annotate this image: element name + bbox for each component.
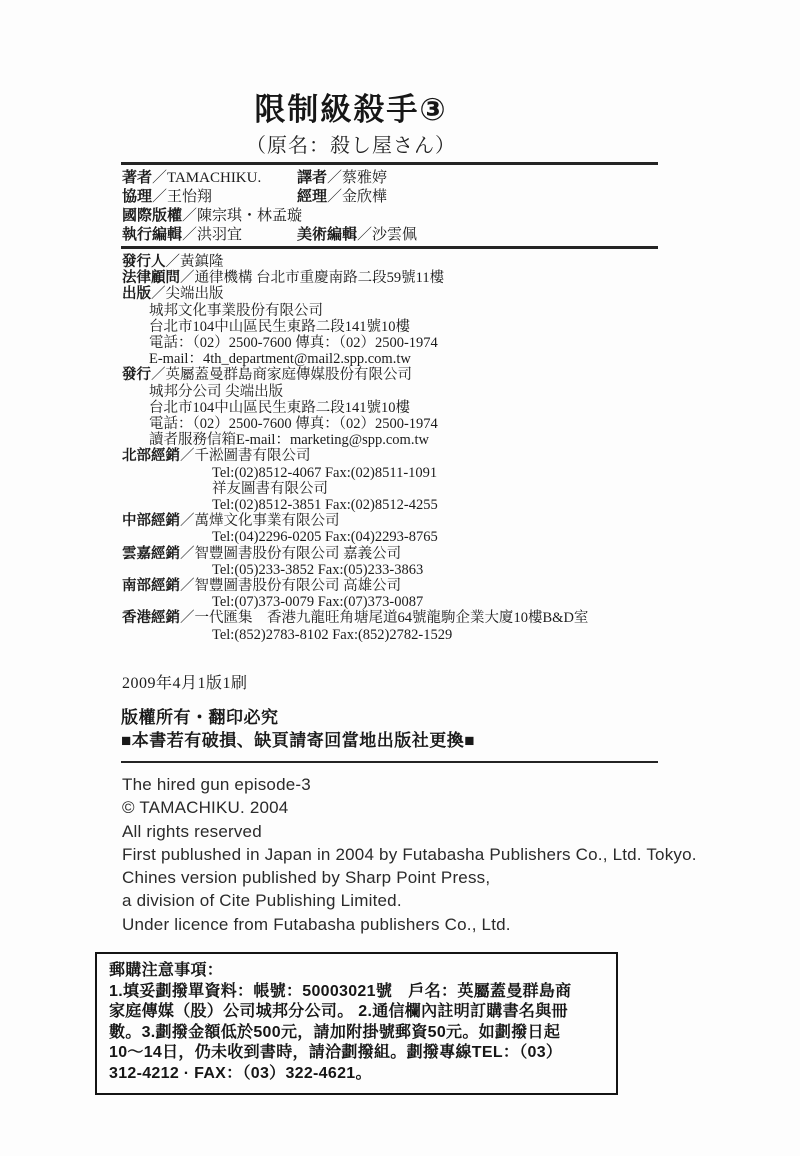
publishing-value: Tel:(07)373-0079 Fax:(07)373-0087 xyxy=(212,594,424,611)
publishing-value: Tel:(852)2783-8102 Fax:(852)2782-1529 xyxy=(212,626,453,643)
edition-line: 2009年4月1版1刷 xyxy=(122,675,248,692)
credit-right xyxy=(297,226,417,245)
publishing-label: 發行人 xyxy=(122,254,166,270)
publishing-label: 發行 xyxy=(122,367,151,384)
publishing-value: 台北市104中山區民生東路二段141號10樓 xyxy=(149,399,410,416)
credit-left xyxy=(122,170,261,186)
publishing-line xyxy=(122,286,588,302)
publishing-value: ／英屬蓋曼群島商家庭傳媒股份有限公司 xyxy=(151,367,412,384)
mail-order-line: 312-4212 · FAX：（03）322-4621。 xyxy=(109,1064,372,1082)
publishing-value: 電話：（02）2500-7600 傳真：（02）2500-1974 xyxy=(149,335,438,352)
publishing-label: 中部經銷 xyxy=(122,513,180,530)
credit-label: 協理 xyxy=(122,189,153,205)
english-line: First publushed in Japan in 2004 by Futabasha Publishers Co., Ltd. Tokyo. xyxy=(122,844,697,864)
publishing-value: Tel:(05)233-3852 Fax:(05)233-3863 xyxy=(212,561,424,578)
publishing-line xyxy=(122,610,588,626)
publishing-line xyxy=(122,335,588,351)
publishing-value: Tel:(02)8512-3851 Fax:(02)8512-4255 xyxy=(212,497,438,514)
publishing-value: Tel:(02)8512-4067 Fax:(02)8511-1091 xyxy=(212,464,438,481)
credit-value: ／沙雲佩 xyxy=(357,227,418,243)
credit-value: ／洪羽宜 xyxy=(182,227,243,243)
publishing-line xyxy=(122,254,588,270)
publishing-line xyxy=(122,319,588,335)
credit-label: 經理 xyxy=(297,189,328,205)
publishing-value: ／萬燁文化事業有限公司 xyxy=(180,513,340,530)
english-line: Chines version published by Sharp Point Press, xyxy=(122,868,491,888)
publishing-line xyxy=(122,303,588,319)
english-copyright-section xyxy=(122,773,697,936)
copyright-notice: 版權所有・翻印必究 xyxy=(121,708,279,727)
publishing-value: ／智豐圖書股份有限公司 嘉義公司 xyxy=(180,545,402,562)
publishing-value: 台北市104中山區民生東路二段141號10樓 xyxy=(149,318,410,335)
mail-order-line: 數。3.劃撥金額低於500元，請加附掛號郵資50元。如劃撥日起 xyxy=(109,1023,561,1041)
credit-value: ／金欣樺 xyxy=(327,189,388,205)
damage-notice: ■本書若有破損、缺頁請寄回當地出版社更換■ xyxy=(121,731,476,750)
credit-right xyxy=(297,169,387,188)
publishing-value: 讀者服務信箱E-mail：marketing@spp.com.tw xyxy=(149,432,429,449)
publishing-line xyxy=(122,546,588,562)
credit-left xyxy=(122,208,302,224)
publishing-label: 法律顧問 xyxy=(122,270,180,287)
publishing-info-section xyxy=(122,254,588,643)
publishing-line xyxy=(122,448,588,464)
credit-row xyxy=(122,188,388,207)
credit-row xyxy=(122,207,302,226)
credit-row xyxy=(122,169,388,188)
publishing-value: ／通律機構 台北市重慶南路二段59號11樓 xyxy=(180,270,445,287)
mail-order-line: 家庭傳媒（股）公司城邦分公司。 2.通信欄內註明訂購書名與冊 xyxy=(109,1003,568,1020)
publishing-label: 出版 xyxy=(122,286,151,303)
credit-left xyxy=(122,227,242,243)
credit-value: ／TAMACHIKU. xyxy=(152,170,262,186)
publishing-value: 電話：（02）2500-7600 傳真：（02）2500-1974 xyxy=(149,416,438,433)
publishing-line xyxy=(122,465,588,481)
publishing-line xyxy=(122,594,588,610)
publishing-value: E-mail：4th_department@mail2.spp.com.tw xyxy=(149,351,411,368)
credit-value: ／蔡雅婷 xyxy=(327,170,388,186)
credit-value: ／王怡翔 xyxy=(152,189,213,205)
credits-section xyxy=(122,169,418,245)
publishing-value: Tel:(04)2296-0205 Fax:(04)2293-8765 xyxy=(212,529,438,546)
publishing-value: ／尖端出版 xyxy=(151,286,224,303)
credit-right xyxy=(297,188,387,207)
publishing-line xyxy=(122,270,588,286)
english-line: Under licence from Futabasha publishers Co., Ltd. xyxy=(122,914,511,934)
publishing-line xyxy=(122,432,588,448)
publishing-line xyxy=(122,627,588,643)
publishing-line xyxy=(122,562,588,578)
publishing-value: ／智豐圖書股份有限公司 高雄公司 xyxy=(180,578,402,595)
publishing-label: 北部經銷 xyxy=(122,448,180,465)
divider-credits xyxy=(121,246,658,249)
publishing-value: ／一代匯集 香港九龍旺角塘尾道64號龍駒企業大廈10樓B&D室 xyxy=(180,610,589,627)
mail-order-line: 郵購注意事項： xyxy=(109,962,224,979)
credit-row xyxy=(122,226,418,245)
publishing-value: ／千淞圖書有限公司 xyxy=(180,448,311,465)
book-title: 限制級殺手③ xyxy=(254,92,448,127)
english-line: a division of Cite Publishing Limited. xyxy=(122,891,402,911)
credit-label: 美術編輯 xyxy=(297,227,358,243)
mail-order-line: 1.填妥劃撥單資料：帳號：50003021號 戶名：英屬蓋曼群島商 xyxy=(109,982,572,1000)
english-line: The hired gun episode-3 xyxy=(122,775,311,794)
publishing-value: ／黃鎮隆 xyxy=(165,254,224,270)
publishing-line xyxy=(122,416,588,432)
publishing-line xyxy=(122,529,588,545)
mail-order-box xyxy=(95,952,618,1095)
divider-top xyxy=(121,162,658,165)
publishing-value: 祥友圖書有限公司 xyxy=(212,480,328,497)
credit-left xyxy=(122,189,212,205)
publishing-line xyxy=(122,513,588,529)
divider-bottom xyxy=(121,761,658,763)
credit-value: ／陳宗琪・林孟璇 xyxy=(182,208,303,224)
english-line: © TAMACHIKU. 2004 xyxy=(122,798,289,818)
publishing-value: 城邦文化事業股份有限公司 xyxy=(149,302,323,319)
publishing-line xyxy=(122,578,588,594)
publishing-value: 城邦分公司 尖端出版 xyxy=(149,383,284,400)
credit-label: 執行編輯 xyxy=(122,227,183,243)
original-title: （原名：殺し屋さん） xyxy=(246,135,456,157)
credit-label: 國際版權 xyxy=(122,208,183,224)
mail-order-line: 10～14日，仍未收到書時，請洽劃撥組。劃撥專線TEL：（03） xyxy=(109,1044,563,1061)
publishing-label: 南部經銷 xyxy=(122,578,180,595)
english-line: All rights reserved xyxy=(122,821,262,841)
credit-label: 譯者 xyxy=(297,170,328,186)
publishing-label: 香港經銷 xyxy=(122,610,180,627)
publishing-line xyxy=(122,351,588,367)
credit-label: 著者 xyxy=(122,170,153,186)
publishing-line xyxy=(122,384,588,400)
publishing-line xyxy=(122,497,588,513)
publishing-line xyxy=(122,481,588,497)
publishing-line xyxy=(122,400,588,416)
publishing-label: 雲嘉經銷 xyxy=(122,545,180,562)
publishing-line xyxy=(122,367,588,383)
